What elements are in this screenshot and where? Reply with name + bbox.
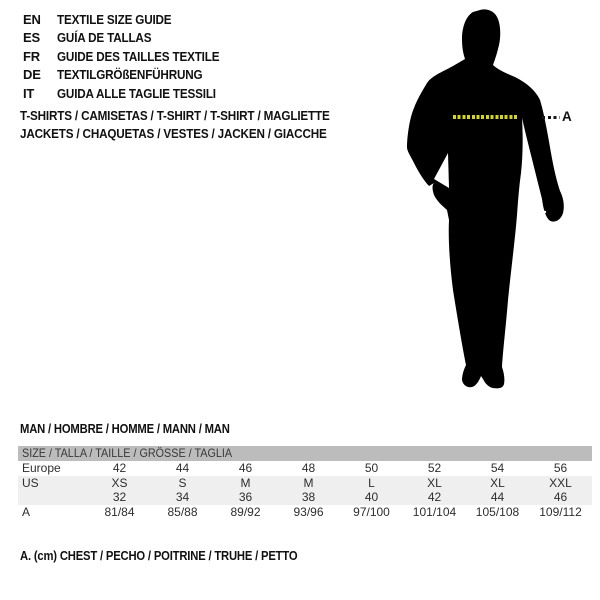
footnote-chest: A. (cm) CHEST / PECHO / POITRINE / TRUHE / PETTO <box>20 549 298 563</box>
size-cell: XL <box>490 475 505 490</box>
size-cell: 52 <box>427 461 442 475</box>
size-cell: 97/100 <box>353 504 390 519</box>
language-label: GUIDE DES TAILLES TEXTILE <box>57 48 220 64</box>
size-table-header: SIZE / TALLA / TAILLE / GRÖSSE / TAGLIA <box>18 446 592 461</box>
size-cell: 40 <box>364 490 379 504</box>
size-cell: L <box>368 475 375 490</box>
size-cell: 38 <box>301 490 316 504</box>
size-cell: 44 <box>175 461 190 475</box>
language-row <box>23 10 237 29</box>
size-cell: 32 <box>112 490 127 504</box>
measure-label-a: A <box>562 109 572 124</box>
language-code: EN <box>23 11 41 27</box>
size-cell: 48 <box>301 461 316 475</box>
size-cell: M <box>240 475 251 490</box>
size-cell: M <box>303 475 314 490</box>
language-row <box>23 47 237 66</box>
size-cell: 36 <box>238 490 253 504</box>
size-cell: 85/88 <box>167 504 198 519</box>
language-code: ES <box>23 30 40 46</box>
language-label: GUÍA DE TALLAS <box>57 30 152 46</box>
table-row-us-numeric <box>18 490 592 505</box>
size-cell: 50 <box>364 461 379 475</box>
chest-measure-dashes-yellow <box>453 115 517 119</box>
size-cell: 44 <box>490 490 505 504</box>
language-label: TEXTILE SIZE GUIDE <box>57 11 172 27</box>
language-row <box>23 66 237 85</box>
size-cell: 109/112 <box>539 504 582 519</box>
size-cell: 42 <box>427 490 442 504</box>
size-cell: XS <box>111 475 128 490</box>
size-cell: 56 <box>553 461 568 475</box>
size-cell: 46 <box>553 490 568 504</box>
language-row <box>23 84 237 103</box>
language-row <box>23 29 237 48</box>
chest-measure-dashes-black <box>542 116 560 119</box>
size-cell: XL <box>427 475 442 490</box>
row-label: A <box>22 504 31 519</box>
language-code: DE <box>23 67 41 83</box>
size-cell: 101/104 <box>412 504 457 519</box>
language-code: IT <box>23 85 35 101</box>
size-cell: 34 <box>175 490 190 504</box>
size-cell: XXL <box>549 475 572 490</box>
size-table <box>18 446 592 519</box>
size-cell: 46 <box>238 461 253 475</box>
category-line-jackets: JACKETS / CHAQUETAS / VESTES / JACKEN / GIACCHE <box>20 126 327 142</box>
language-title-list <box>23 10 237 103</box>
size-cell: 81/84 <box>104 504 135 519</box>
table-row-europe <box>18 461 592 476</box>
table-row-us <box>18 476 592 491</box>
size-cell: 93/96 <box>293 504 324 519</box>
size-cell: S <box>178 475 187 490</box>
language-code: FR <box>23 48 40 64</box>
man-silhouette <box>405 5 575 395</box>
category-list <box>20 106 364 143</box>
hand-detail <box>544 211 546 213</box>
size-cell: 105/108 <box>475 504 520 519</box>
category-line-tshirts: T-SHIRTS / CAMISETAS / T-SHIRT / T-SHIRT / MAGLIETTE <box>20 107 330 123</box>
size-cell: 42 <box>112 461 127 475</box>
size-cell: 89/92 <box>230 504 261 519</box>
row-label: Europe <box>22 461 61 475</box>
language-label: TEXTILGRÖßENFÜHRUNG <box>57 67 203 83</box>
section-title-man: MAN / HOMBRE / HOMME / MANN / MAN <box>20 422 230 436</box>
row-label: US <box>22 475 39 490</box>
table-row-chest-a <box>18 505 592 520</box>
size-cell: 54 <box>490 461 505 475</box>
language-label: GUIDA ALLE TAGLIE TESSILI <box>57 85 216 101</box>
